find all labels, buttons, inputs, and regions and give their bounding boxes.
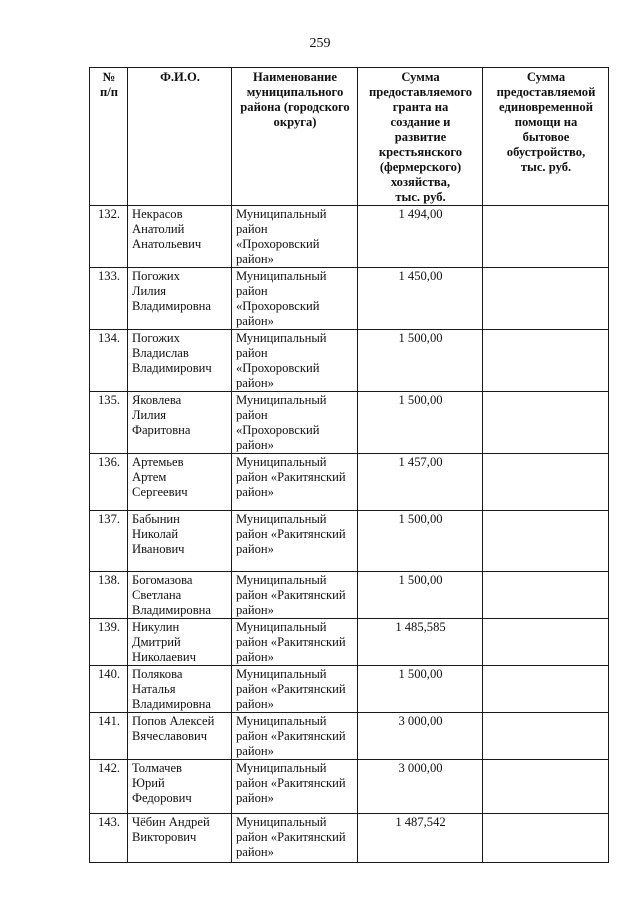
grant-sum-cell: 1 500,00: [358, 330, 483, 392]
table-row: [90, 454, 609, 511]
fio-cell: Никулин Дмитрий Николаевич: [128, 619, 232, 666]
table-row: [90, 268, 609, 330]
aid-sum-cell: [483, 392, 609, 454]
district-cell: Муниципальный район «Прохоровский район»: [232, 392, 358, 454]
header-fio: Ф.И.О.: [128, 68, 232, 206]
aid-sum-cell: [483, 511, 609, 572]
header-num: № п/п: [90, 68, 128, 206]
district-cell: Муниципальный район «Ракитянский район»: [232, 511, 358, 572]
row-number-cell: 134.: [90, 330, 128, 392]
row-number-cell: 142.: [90, 760, 128, 814]
fio-cell: Чёбин Андрей Викторович: [128, 814, 232, 863]
fio-cell: Некрасов Анатолий Анатольевич: [128, 206, 232, 268]
row-number-cell: 135.: [90, 392, 128, 454]
table-row: [90, 619, 609, 666]
row-number-cell: 140.: [90, 666, 128, 713]
district-cell: Муниципальный район «Прохоровский район»: [232, 206, 358, 268]
district-cell: Муниципальный район «Ракитянский район»: [232, 713, 358, 760]
row-number-cell: 143.: [90, 814, 128, 863]
aid-sum-cell: [483, 666, 609, 713]
aid-sum-cell: [483, 268, 609, 330]
table-row: [90, 814, 609, 863]
header-grant-sum: Сумма предоставляемого гранта на создание и развитие крестьянского (фермерского) хозяйства, тыс. руб.: [358, 68, 483, 206]
fio-cell: Полякова Наталья Владимировна: [128, 666, 232, 713]
fio-cell: Артемьев Артем Сергеевич: [128, 454, 232, 511]
grant-sum-cell: 1 494,00: [358, 206, 483, 268]
grant-table: [89, 67, 609, 863]
aid-sum-cell: [483, 206, 609, 268]
district-cell: Муниципальный район «Прохоровский район»: [232, 330, 358, 392]
district-cell: Муниципальный район «Прохоровский район»: [232, 268, 358, 330]
fio-cell: Яковлева Лилия Фаритовна: [128, 392, 232, 454]
fio-cell: Погожих Лилия Владимировна: [128, 268, 232, 330]
row-number-cell: 136.: [90, 454, 128, 511]
district-cell: Муниципальный район «Ракитянский район»: [232, 666, 358, 713]
table-row: [90, 511, 609, 572]
aid-sum-cell: [483, 760, 609, 814]
fio-cell: Богомазова Светлана Владимировна: [128, 572, 232, 619]
grant-sum-cell: 1 485,585: [358, 619, 483, 666]
row-number-cell: 141.: [90, 713, 128, 760]
row-number-cell: 138.: [90, 572, 128, 619]
page-number: 259: [309, 36, 331, 51]
district-cell: Муниципальный район «Ракитянский район»: [232, 454, 358, 511]
district-cell: Муниципальный район «Ракитянский район»: [232, 619, 358, 666]
fio-cell: Попов Алексей Вячеславович: [128, 713, 232, 760]
row-number-cell: 137.: [90, 511, 128, 572]
table-row: [90, 330, 609, 392]
table-header-row: [90, 68, 609, 206]
aid-sum-cell: [483, 454, 609, 511]
fio-cell: Толмачев Юрий Федорович: [128, 760, 232, 814]
row-number-cell: 139.: [90, 619, 128, 666]
fio-cell: Погожих Владислав Владимирович: [128, 330, 232, 392]
table-row: [90, 666, 609, 713]
grant-sum-cell: 3 000,00: [358, 713, 483, 760]
table-body: [90, 206, 609, 863]
aid-sum-cell: [483, 619, 609, 666]
table-row: [90, 392, 609, 454]
district-cell: Муниципальный район «Ракитянский район»: [232, 572, 358, 619]
row-number-cell: 133.: [90, 268, 128, 330]
grant-sum-cell: 1 487,542: [358, 814, 483, 863]
table-row: [90, 572, 609, 619]
table-row: [90, 206, 609, 268]
aid-sum-cell: [483, 814, 609, 863]
grant-sum-cell: 1 450,00: [358, 268, 483, 330]
aid-sum-cell: [483, 713, 609, 760]
row-number-cell: 132.: [90, 206, 128, 268]
grant-sum-cell: 1 500,00: [358, 392, 483, 454]
district-cell: Муниципальный район «Ракитянский район»: [232, 814, 358, 863]
table-row: [90, 760, 609, 814]
grant-sum-cell: 1 500,00: [358, 511, 483, 572]
header-aid-sum: Сумма предоставляемой единовременной помощи на бытовое обустройство, тыс. руб.: [483, 68, 609, 206]
aid-sum-cell: [483, 572, 609, 619]
fio-cell: Бабынин Николай Иванович: [128, 511, 232, 572]
aid-sum-cell: [483, 330, 609, 392]
grant-sum-cell: 3 000,00: [358, 760, 483, 814]
table-row: [90, 713, 609, 760]
header-district: Наименование муниципального района (городского округа): [232, 68, 358, 206]
district-cell: Муниципальный район «Ракитянский район»: [232, 760, 358, 814]
grant-sum-cell: 1 457,00: [358, 454, 483, 511]
grant-sum-cell: 1 500,00: [358, 666, 483, 713]
grant-sum-cell: 1 500,00: [358, 572, 483, 619]
